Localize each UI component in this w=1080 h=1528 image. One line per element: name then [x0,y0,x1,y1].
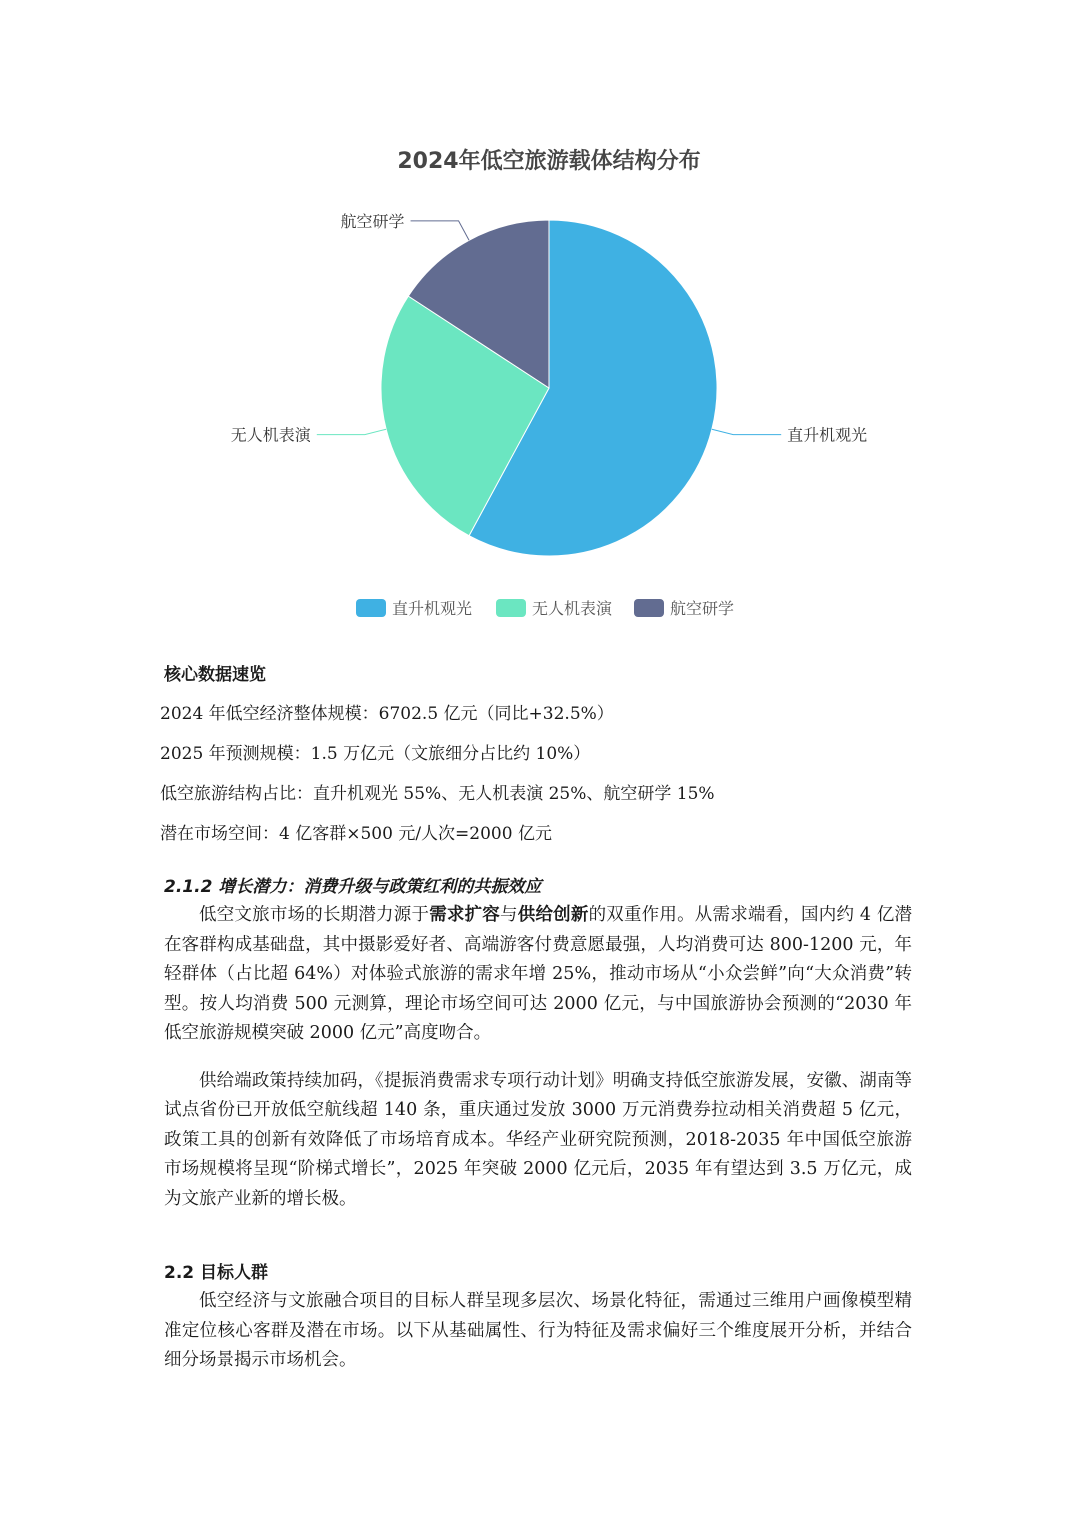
paragraph: 低空经济与文旅融合项目的目标人群呈现多层次、场景化特征，需通过三维用户画像模型精准定位核心客群及潜在市场。以下从基础属性、行为特征及需求偏好三个维度展开分析，并结合细分场景揭示市场机会。 [164,1291,912,1370]
legend-label[interactable]: 航空研学 [670,599,735,618]
section-heading: 2.2 目标人群 [164,1263,269,1283]
summary-item: 2024 年低空经济整体规模：6702.5 亿元（同比+32.5%） [160,704,614,724]
summary-heading: 核心数据速览 [164,665,266,685]
legend-swatch[interactable] [634,599,664,617]
paragraph: 供给端政策持续加码，《提振消费需求专项行动计划》明确支持低空旅游发展，安徽、湖南等试点省份已开放低空航线超 140 条，重庆通过发放 3000 万元消费券拉动相关消费超 5 亿元，政策工具的创新有效降低了市场培育成本。华经产业研究院预测，2018-2035 年中国低空旅游市场规模将呈现“阶梯式增长”，2025 年突破 2000 亿元后，2035 年有望达到 3.5 万亿元，成为文旅产业新的增长极。 [164,1070,912,1209]
slice-leader-line [317,429,386,434]
summary-item: 潜在市场空间：4 亿客群×500 元/人次=2000 亿元 [160,824,552,844]
legend-swatch[interactable] [356,599,386,617]
slice-label: 直升机观光 [787,425,868,445]
summary-item: 低空旅游结构占比：直升机观光 55%、无人机表演 25%、航空研学 15% [160,784,715,804]
section-2-2 [164,1258,912,1376]
summary-list [160,700,715,860]
bold-term: 供给创新 [517,905,589,925]
slice-leader-line [411,221,469,240]
chart-title: 2024年低空旅游载体结构分布 [397,149,701,174]
pie-slices [381,220,717,556]
pie-chart [0,0,1080,640]
text-run: 低空文旅市场的长期潜力源于 [199,905,430,925]
slice-leader-line [712,429,781,434]
summary-item: 2025 年预测规模：1.5 万亿元（文旅细分占比约 10%） [160,744,591,764]
section-heading: 2.1.2 增长潜力：消费升级与政策红利的共振效应 [164,877,542,897]
slice-label: 无人机表演 [230,425,311,445]
chart-legend [356,599,734,618]
text-run: 的双重作用。从需求端看，国内约 4 亿潜在客群构成基础盘，其中摄影爱好者、高端游客付费意愿最强，人均消费可达 800-1200 元，年轻群体（占比超 64%）对体验式旅游的需求年增 25%，推动市场从“小众尝鲜”向“大众消费”转型。按人均消费 500 元测算，理论市场空间可达 2000 亿元，与中国旅游协会预测的“2030 年低空旅游规模突破 2000 亿元”高度吻合。 [164,905,913,1043]
bold-term: 需求扩容 [429,905,501,925]
paragraph [164,901,912,1049]
section-2-1-2 [164,872,912,1214]
slice-label: 航空研学 [340,211,405,231]
legend-label[interactable]: 直升机观光 [392,599,473,618]
legend-swatch[interactable] [496,599,526,617]
text-run: 与 [500,905,518,925]
legend-label[interactable]: 无人机表演 [532,599,613,618]
